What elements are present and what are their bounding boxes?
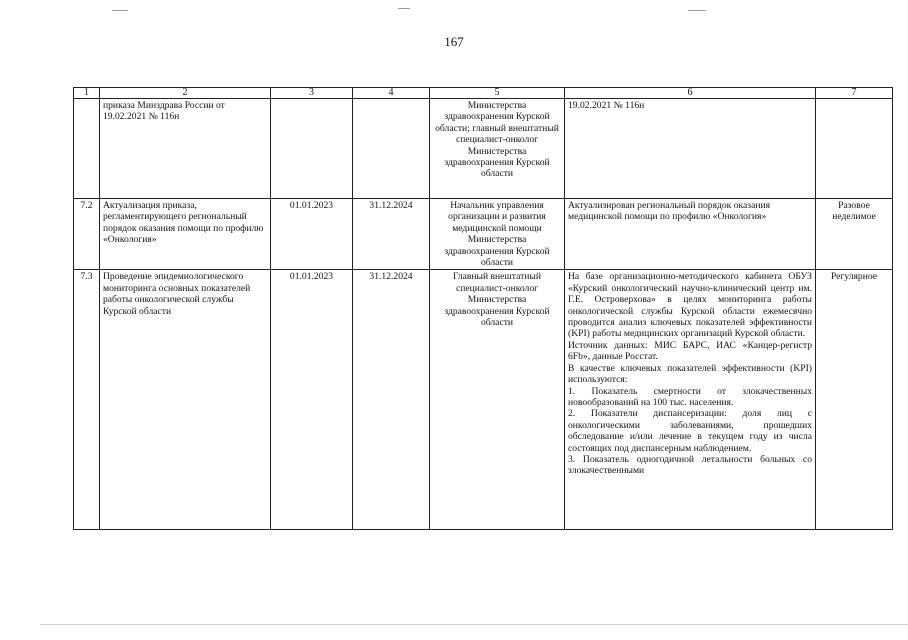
start-date-cell: [271, 99, 353, 199]
result-paragraph: 2. Показатели диспансеризации: доля лиц с онкологическими заболеваниями, прошедших обследование и/или лечение в текущем году из числа состоящих под диспансерным наблюдением.: [568, 408, 812, 454]
result-paragraph: Источник данных: МИС БАРС, ИАС «Канцер-регистр 6Fb», данные Росстат.: [568, 339, 812, 363]
document-table: [73, 87, 893, 530]
action-cell: приказа Минздрава России от 19.02.2021 № 116н: [100, 99, 271, 199]
responsible-cell: Министерства здравоохранения Курской области; главный внештатный специалист-онколог Министерства здравоохранения Курской области: [430, 99, 565, 199]
action-cell: Актуализация приказа, регламентирующего региональный порядок оказания помощи по профилю «Онкология»: [100, 199, 271, 270]
result-paragraph: 3. Показатель одногодичной летальности больных со злокачественными: [568, 453, 812, 477]
type-cell: Разовое неделимое: [816, 199, 893, 270]
column-header: 5: [430, 88, 565, 99]
column-header: 4: [353, 88, 430, 99]
table-row: [74, 199, 893, 270]
scan-mark: [688, 10, 706, 11]
start-date-cell: 01.01.2023: [271, 199, 353, 270]
page-bottom-edge: [40, 624, 908, 625]
type-cell: [816, 99, 893, 199]
table-row: [74, 270, 893, 530]
scan-mark: [112, 10, 128, 11]
row-number: [74, 99, 100, 199]
end-date-cell: 31.12.2024: [353, 270, 430, 530]
result-paragraph: 1. Показатель смертности от злокачественных новообразований на 100 тыс. населения.: [568, 385, 812, 408]
scan-mark: [398, 8, 410, 9]
result-paragraph: На базе организационно-методического кабинета ОБУЗ «Курский онкологический научно-клинический центр им. Г.Е. Островерхова» в целях мониторинга работы онкологической службы Курской области ежемесячно проводится анализ ключевых показателей эффективности (KPI) работы медицинских организаций Курской области.: [568, 271, 812, 340]
table-row: [74, 99, 893, 199]
result-paragraph: В качестве ключевых показателей эффективности (KPI) используются:: [568, 362, 812, 386]
end-date-cell: [353, 99, 430, 199]
page-number: 167: [444, 34, 464, 49]
result-cell: 19.02.2021 № 116н: [565, 99, 816, 199]
result-cell: Актуализирован региональный порядок оказания медицинской помощи по профилю «Онкология»: [565, 199, 816, 270]
row-number: 7.2: [74, 199, 100, 270]
responsible-cell: Главный внештатный специалист-онколог Министерства здравоохранения Курской области: [430, 270, 565, 530]
result-cell: [565, 270, 816, 530]
row-number: 7.3: [74, 270, 100, 530]
responsible-cell: Начальник управления организации и развития медицинской помощи Министерства здравоохранения Курской области: [430, 199, 565, 270]
start-date-cell: 01.01.2023: [271, 270, 353, 530]
column-header: 1: [74, 88, 100, 99]
column-header: 6: [565, 88, 816, 99]
column-header: 7: [816, 88, 893, 99]
end-date-cell: 31.12.2024: [353, 199, 430, 270]
column-header: 2: [100, 88, 271, 99]
action-cell: Проведение эпидемиологического мониторинга основных показателей работы онкологической службы Курской области: [100, 270, 271, 530]
table-header-row: [74, 88, 893, 99]
column-header: 3: [271, 88, 353, 99]
type-cell: Регулярное: [816, 270, 893, 530]
